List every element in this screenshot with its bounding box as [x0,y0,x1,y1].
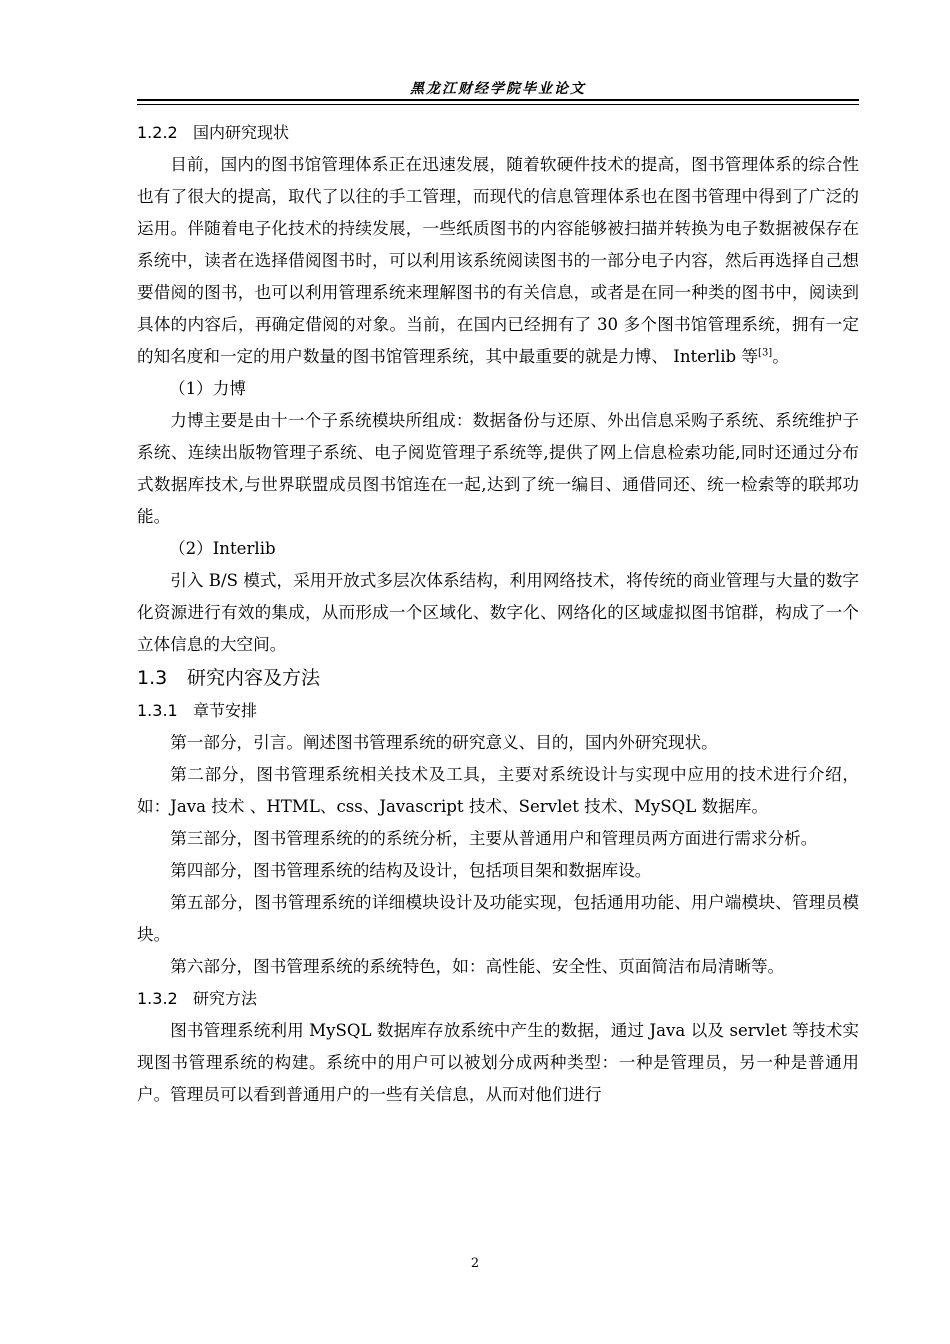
paragraph: 第一部分，引言。阐述图书管理系统的研究意义、目的，国内外研究现状。 [170,733,718,752]
paragraph: 目前，国内的图书馆管理体系正在迅速发展，随着软硬件技术的提高，图书管理体系的综合性也有了很大的提高，取代了以往的手工管理，而现代的信息管理体系也在图书管理中得到了广泛的运用。伴随着电子化技术的持续发展，一些纸质图书的内容能够被扫描并转换为电子数据被保存在系统中，读者在选择借阅图书时，可以利用该系统阅读图书的一部分电子内容，然后再选择自己想要借阅的图书，也可以利用管理系统来理解图书的有关信息，或者是在同一种类的图书中，阅读到具体的内容后，再确定借阅的对象。当前，在国内已经拥有了 30 多个图书馆管理系统，拥有一定的知名度和一定的用户数量的图书馆管理系统，其中最重要的就是力博、 Interlib 等[3]。 [137,155,859,366]
heading-number: 1.3 [137,667,168,689]
paragraph: 第五部分，图书管理系统的详细模块设计及功能实现，包括通用功能、用户端模块、管理员模块。 [137,893,859,944]
heading-1-3-1 [137,695,859,727]
header-rule-thin [137,104,859,105]
paragraph: 引入 B/S 模式，采用开放式多层次体系结构，利用网络技术，将传统的商业管理与大量的数字化资源进行有效的集成，从而形成一个区域化、数字化、网络化的区域虚拟图书馆群，构成了一个立体信息的大空间。 [137,571,859,654]
header-rule-thick [137,99,859,101]
heading-number: 1.3.2 [137,989,178,1008]
heading-title: 研究方法 [193,989,258,1008]
paragraph: 第三部分，图书管理系统的的系统分析，主要从普通用户和管理员两方面进行需求分析。 [170,829,818,848]
paragraph: 第二部分，图书管理系统相关技术及工具，主要对系统设计与实现中应用的技术进行介绍，如：Java 技术 、HTML、css、Javascript 技术、Servlet 技术、MySQL 数据库。 [137,765,859,816]
paragraph: 图书管理系统利用 MySQL 数据库存放系统中产生的数据，通过 Java 以及 servlet 等技术实现图书管理系统的构建。系统中的用户可以被划分成两种类型：一种是管理员，另一种是普通用户。管理员可以看到普通用户的一些有关信息，从而对他们进行 [137,1021,859,1104]
heading-number: 1.3.1 [137,701,178,720]
paragraph: 第四部分，图书管理系统的结构及设计，包括项目架和数据库设。 [170,861,652,880]
paragraph: 第六部分，图书管理系统的系统特色，如：高性能、安全性、页面简洁布局清晰等。 [170,957,785,976]
running-header: 黑龙江财经学院毕业论文 [410,81,586,97]
heading-title: 国内研究现状 [193,123,290,142]
body-content [137,117,859,1111]
page-number: 2 [470,1256,480,1271]
heading-1-2-2 [137,117,859,149]
heading-1-3-2 [137,983,859,1015]
heading-1-3 [137,661,859,695]
paragraph: 力博主要是由十一个子系统模块所组成：数据备份与还原、外出信息采购子系统、系统维护子系统、连续出版物管理子系统、电子阅览管理子系统等,提供了网上信息检索功能,同时还通过分布式数据库技术,与世界联盟成员图书馆连在一起,达到了统一编目、通借同还、统一检索等的联邦功能。 [137,411,859,526]
heading-title: 研究内容及方法 [187,667,321,689]
citation: [3] [758,347,773,359]
heading-number: 1.2.2 [137,123,178,142]
heading-title: 章节安排 [193,701,258,720]
list-item-label: （1）力博 [169,379,246,398]
list-item-label: （2）Interlib [169,539,276,558]
